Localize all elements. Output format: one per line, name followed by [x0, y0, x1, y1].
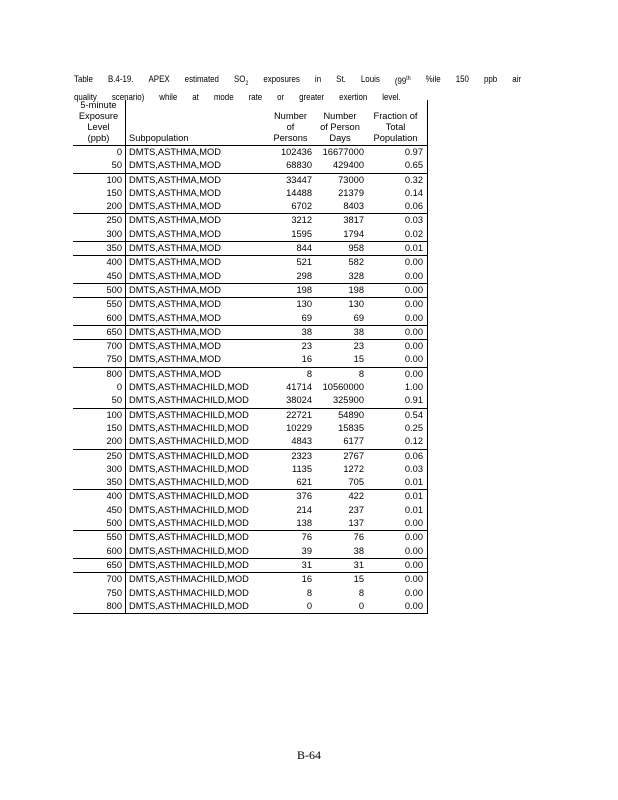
cell-fraction: 0.00: [366, 270, 428, 284]
cell-person-days: 1272: [343, 463, 364, 474]
cell-exposure-level: 450: [73, 504, 126, 517]
caption-word: while: [159, 91, 178, 102]
cell-fraction: 0.00: [366, 256, 428, 270]
table-row: [73, 490, 428, 504]
cell-exposure-level: 450: [73, 270, 126, 284]
caption-word: at: [192, 91, 199, 102]
cell-fraction: 0.00: [366, 531, 428, 545]
cell-person-days: 8: [314, 367, 366, 381]
caption-word: greater: [299, 91, 325, 102]
table-row: [73, 353, 428, 367]
cell-number-of-persons: 2323: [267, 449, 314, 463]
table-row: [73, 517, 428, 531]
table-body: [73, 146, 428, 614]
table-row: [73, 146, 428, 160]
caption-word: Louis: [360, 74, 380, 84]
cell-fraction: 0.01: [366, 504, 428, 517]
cell-number-of-persons: 14488: [286, 187, 312, 198]
cell-subpopulation: DMTS,ASTHMA,MOD: [129, 228, 221, 239]
caption-word: Table: [74, 74, 93, 84]
cell-fraction: 0.14: [366, 187, 428, 200]
cell-person-days: 198: [314, 283, 366, 297]
cell-fraction: 0.91: [366, 394, 428, 408]
cell-fraction: 0.00: [366, 298, 428, 312]
caption-word: %ile: [425, 74, 441, 84]
cell-person-days: 429400: [332, 160, 364, 171]
header-line: of: [286, 122, 295, 132]
header-line: Total: [385, 122, 406, 132]
caption-word: or: [277, 91, 285, 102]
cell-subpopulation: DMTS,ASTHMA,MOD: [126, 340, 268, 354]
cell-fraction: 0.00: [366, 312, 428, 326]
cell-fraction: 0.00: [366, 573, 428, 587]
cell-subpopulation: DMTS,ASTHMA,MOD: [126, 242, 268, 256]
cell-person-days: 2767: [314, 449, 366, 463]
table-row: [73, 242, 428, 256]
table-row: [73, 463, 428, 476]
header-line: Population: [373, 133, 418, 143]
cell-number-of-persons: 8: [306, 587, 312, 598]
table-row: [73, 545, 428, 559]
cell-number-of-persons: 521: [267, 256, 314, 270]
cell-person-days: 137: [348, 518, 364, 529]
caption-word: exertion: [339, 91, 368, 102]
cell-number-of-persons: 298: [296, 270, 312, 281]
table-header-row: [73, 100, 428, 146]
cell-number-of-persons: 31: [267, 558, 314, 572]
cell-subpopulation: DMTS,ASTHMACHILD,MOD: [129, 436, 249, 447]
cell-person-days: 130: [314, 298, 366, 312]
caption-word: air: [512, 74, 522, 84]
cell-fraction: 0.00: [366, 517, 428, 531]
cell-number-of-persons: 23: [267, 340, 314, 354]
cell-subpopulation: DMTS,ASTHMACHILD,MOD: [129, 477, 249, 488]
table-row: [73, 558, 428, 572]
cell-exposure-level: 250: [73, 214, 126, 228]
cell-person-days: 54890: [314, 408, 366, 422]
cell-exposure-level: 0: [73, 146, 126, 160]
table-row: [73, 476, 428, 490]
cell-subpopulation: DMTS,ASTHMACHILD,MOD: [126, 490, 268, 504]
cell-person-days: 6177: [343, 436, 364, 447]
cell-person-days: 31: [314, 558, 366, 572]
cell-exposure-level: 50: [73, 159, 126, 173]
table-row: [73, 573, 428, 587]
cell-exposure-level: 0: [73, 381, 126, 394]
cell-number-of-persons: 6702: [291, 201, 312, 212]
header-line: (ppb): [87, 133, 110, 143]
cell-number-of-persons: 33447: [267, 173, 314, 187]
cell-person-days: 73000: [314, 173, 366, 187]
cell-subpopulation: DMTS,ASTHMACHILD,MOD: [126, 531, 268, 545]
cell-exposure-level: 550: [73, 298, 126, 312]
cell-exposure-level: 700: [73, 573, 126, 587]
cell-number-of-persons: 198: [267, 283, 314, 297]
caption-word: (99: [394, 76, 407, 87]
cell-subpopulation: DMTS,ASTHMA,MOD: [129, 160, 221, 171]
header-line: Fraction of: [373, 111, 418, 121]
cell-exposure-level: 150: [73, 422, 126, 435]
cell-number-of-persons: 138: [296, 518, 312, 529]
header-line: Persons: [273, 133, 308, 143]
cell-exposure-level: 700: [73, 340, 126, 354]
cell-fraction: 0.00: [366, 558, 428, 572]
cell-exposure-level: 500: [73, 283, 126, 297]
cell-person-days: 10560000: [322, 382, 364, 393]
header-line: 5-minute: [80, 100, 117, 110]
caption-word: estimated: [184, 74, 219, 84]
table-row: [73, 214, 428, 228]
caption-word: APEX: [148, 74, 170, 84]
cell-subpopulation: DMTS,ASTHMACHILD,MOD: [126, 408, 268, 422]
caption-word: ppb: [483, 74, 498, 84]
cell-fraction: 0.65: [366, 159, 428, 173]
cell-subpopulation: DMTS,ASTHMACHILD,MOD: [126, 558, 268, 572]
header-fraction-of-population: [366, 100, 428, 146]
cell-person-days: 16677000: [322, 147, 364, 157]
cell-person-days: 69: [353, 312, 364, 323]
cell-subpopulation: DMTS,ASTHMACHILD,MOD: [126, 573, 268, 587]
cell-fraction: 0.25: [366, 422, 428, 435]
cell-subpopulation: DMTS,ASTHMA,MOD: [129, 354, 221, 365]
cell-number-of-persons: 69: [301, 312, 312, 323]
caption-word: 150: [455, 74, 469, 84]
cell-fraction: 0.00: [366, 353, 428, 367]
cell-person-days: 15835: [338, 422, 364, 433]
caption-line-1: [74, 73, 521, 91]
cell-fraction: 0.12: [366, 435, 428, 449]
cell-person-days: 76: [314, 531, 366, 545]
cell-exposure-level: 150: [73, 187, 126, 200]
cell-fraction: 0.00: [366, 340, 428, 354]
cell-exposure-level: 400: [73, 256, 126, 270]
cell-subpopulation: DMTS,ASTHMA,MOD: [126, 298, 268, 312]
table-row: [73, 325, 428, 339]
cell-person-days: 422: [314, 490, 366, 504]
cell-fraction: 0.01: [366, 242, 428, 256]
cell-person-days: 8403: [343, 201, 364, 212]
cell-subpopulation: DMTS,ASTHMACHILD,MOD: [129, 545, 249, 556]
header-line: of Person: [320, 122, 360, 132]
table-row: [73, 408, 428, 422]
cell-fraction: 0.00: [366, 600, 428, 614]
cell-number-of-persons: 844: [267, 242, 314, 256]
cell-number-of-persons: 4843: [291, 436, 312, 447]
cell-subpopulation: DMTS,ASTHMA,MOD: [126, 325, 268, 339]
caption-word: level.: [382, 91, 401, 102]
caption-word: quality: [74, 91, 97, 102]
header-line: Subpopulation: [129, 133, 189, 143]
table-row: [73, 340, 428, 354]
cell-subpopulation: DMTS,ASTHMACHILD,MOD: [129, 395, 249, 406]
caption-word: SO: [234, 74, 246, 84]
cell-exposure-level: 600: [73, 312, 126, 326]
table-row: [73, 531, 428, 545]
cell-exposure-level: 550: [73, 531, 126, 545]
cell-fraction: 0.02: [366, 228, 428, 242]
cell-number-of-persons: 130: [267, 298, 314, 312]
cell-subpopulation: DMTS,ASTHMA,MOD: [129, 312, 221, 323]
cell-exposure-level: 400: [73, 490, 126, 504]
cell-person-days: 237: [348, 504, 364, 515]
cell-subpopulation: DMTS,ASTHMA,MOD: [126, 256, 268, 270]
cell-exposure-level: 200: [73, 435, 126, 449]
cell-subpopulation: DMTS,ASTHMA,MOD: [126, 214, 268, 228]
caption-word: exposures: [263, 74, 300, 84]
cell-subpopulation: DMTS,ASTHMACHILD,MOD: [129, 518, 249, 529]
cell-exposure-level: 300: [73, 228, 126, 242]
cell-exposure-level: 50: [73, 394, 126, 408]
cell-fraction: 0.01: [366, 490, 428, 504]
cell-number-of-persons: 16: [301, 354, 312, 365]
table-row: [73, 200, 428, 214]
table-row: [73, 298, 428, 312]
cell-subpopulation: DMTS,ASTHMACHILD,MOD: [126, 600, 268, 614]
cell-person-days: 23: [314, 340, 366, 354]
caption-word: B.4-19.: [107, 74, 134, 84]
cell-exposure-level: 350: [73, 476, 126, 490]
cell-number-of-persons: 22721: [267, 408, 314, 422]
header-line: Level: [87, 122, 110, 132]
caption-word: rate: [248, 91, 263, 102]
cell-number-of-persons: 376: [267, 490, 314, 504]
header-line: Number: [323, 111, 357, 121]
caption-subscript: 2: [245, 80, 249, 87]
cell-person-days: 1794: [343, 228, 364, 239]
cell-fraction: 0.00: [366, 283, 428, 297]
caption-superscript: th: [406, 76, 411, 82]
cell-number-of-persons: 3212: [267, 214, 314, 228]
cell-number-of-persons: 41714: [286, 382, 312, 393]
table-row: [73, 283, 428, 297]
cell-exposure-level: 100: [73, 408, 126, 422]
cell-person-days: 15: [353, 354, 364, 365]
table-row: [73, 422, 428, 435]
cell-fraction: 0.97: [366, 146, 428, 160]
caption-word: [234, 73, 248, 91]
cell-fraction: 0.00: [366, 545, 428, 559]
cell-number-of-persons: 102436: [280, 147, 312, 157]
table-row: [73, 600, 428, 614]
cell-number-of-persons: 1595: [291, 228, 312, 239]
cell-person-days: 38: [353, 545, 364, 556]
cell-fraction: 0.06: [366, 449, 428, 463]
cell-person-days: 15: [314, 573, 366, 587]
cell-exposure-level: 800: [73, 600, 126, 614]
header-exposure-level: [73, 100, 126, 146]
table-row: [73, 587, 428, 600]
cell-subpopulation: DMTS,ASTHMACHILD,MOD: [129, 504, 249, 515]
cell-fraction: 0.03: [366, 463, 428, 476]
cell-fraction: 0.00: [366, 367, 428, 381]
cell-exposure-level: 200: [73, 200, 126, 214]
exposure-table: [73, 100, 428, 614]
cell-exposure-level: 500: [73, 517, 126, 531]
cell-subpopulation: DMTS,ASTHMA,MOD: [126, 283, 268, 297]
cell-exposure-level: 350: [73, 242, 126, 256]
cell-subpopulation: DMTS,ASTHMA,MOD: [129, 147, 221, 157]
cell-exposure-level: 250: [73, 449, 126, 463]
cell-exposure-level: 600: [73, 545, 126, 559]
cell-number-of-persons: 38: [267, 325, 314, 339]
cell-number-of-persons: 8: [267, 367, 314, 381]
cell-person-days: 8: [358, 587, 364, 598]
table-row: [73, 187, 428, 200]
header-line: Days: [329, 133, 351, 143]
table-row: [73, 256, 428, 270]
caption-word: scenario): [111, 91, 145, 102]
cell-subpopulation: DMTS,ASTHMA,MOD: [129, 270, 221, 281]
cell-subpopulation: DMTS,ASTHMACHILD,MOD: [129, 587, 249, 598]
cell-number-of-persons: 214: [296, 504, 312, 515]
table-row: [73, 504, 428, 517]
cell-exposure-level: 750: [73, 353, 126, 367]
table-row: [73, 173, 428, 187]
caption-word: mode: [213, 91, 234, 102]
header-number-of-persons: [267, 100, 314, 146]
caption-word: St.: [336, 74, 346, 84]
cell-number-of-persons: 39: [301, 545, 312, 556]
cell-subpopulation: DMTS,ASTHMA,MOD: [126, 367, 268, 381]
cell-number-of-persons: 0: [267, 600, 314, 614]
cell-person-days: 705: [348, 477, 364, 488]
page-number: B-64: [297, 748, 321, 762]
cell-person-days: 0: [314, 600, 366, 614]
cell-exposure-level: 650: [73, 325, 126, 339]
cell-number-of-persons: 1135: [292, 463, 312, 474]
cell-exposure-level: 100: [73, 173, 126, 187]
cell-fraction: 0.06: [366, 200, 428, 214]
table-row: [73, 312, 428, 326]
cell-fraction: 0.00: [366, 325, 428, 339]
cell-person-days: 3817: [314, 214, 366, 228]
table-row: [73, 367, 428, 381]
cell-fraction: 0.01: [366, 476, 428, 490]
cell-person-days: 21379: [338, 187, 364, 198]
cell-person-days: 38: [314, 325, 366, 339]
table-row: [73, 449, 428, 463]
cell-subpopulation: DMTS,ASTHMACHILD,MOD: [129, 382, 249, 393]
cell-subpopulation: DMTS,ASTHMACHILD,MOD: [129, 463, 249, 474]
cell-subpopulation: DMTS,ASTHMACHILD,MOD: [129, 422, 249, 433]
table-row: [73, 228, 428, 242]
cell-number-of-persons: 621: [296, 477, 312, 488]
cell-exposure-level: 300: [73, 463, 126, 476]
table-row: [73, 435, 428, 449]
cell-number-of-persons: 68830: [286, 160, 312, 171]
table-row: [73, 270, 428, 284]
table-row: [73, 381, 428, 394]
cell-person-days: 328: [348, 270, 364, 281]
cell-exposure-level: 650: [73, 558, 126, 572]
header-line: Exposure: [78, 111, 119, 121]
cell-fraction: 0.54: [366, 408, 428, 422]
cell-number-of-persons: 76: [267, 531, 314, 545]
cell-person-days: 582: [314, 256, 366, 270]
cell-fraction: 1.00: [366, 381, 428, 394]
cell-exposure-level: 800: [73, 367, 126, 381]
caption-word: [395, 73, 411, 91]
cell-subpopulation: DMTS,ASTHMA,MOD: [126, 173, 268, 187]
cell-exposure-level: 750: [73, 587, 126, 600]
table-row: [73, 159, 428, 173]
table-row: [73, 394, 428, 408]
cell-fraction: 0.03: [366, 214, 428, 228]
header-line: Number: [273, 111, 308, 121]
cell-subpopulation: DMTS,ASTHMA,MOD: [129, 187, 221, 198]
cell-number-of-persons: 16: [267, 573, 314, 587]
cell-subpopulation: DMTS,ASTHMA,MOD: [129, 201, 221, 212]
cell-fraction: 0.00: [366, 587, 428, 600]
cell-number-of-persons: 38024: [286, 395, 312, 406]
cell-person-days: 958: [314, 242, 366, 256]
header-number-of-person-days: [314, 100, 366, 146]
cell-number-of-persons: 10229: [286, 422, 312, 433]
header-subpopulation: [126, 100, 268, 146]
cell-person-days: 325900: [332, 395, 364, 406]
cell-fraction: 0.32: [366, 173, 428, 187]
cell-subpopulation: DMTS,ASTHMACHILD,MOD: [126, 449, 268, 463]
caption-word: in: [314, 74, 322, 84]
